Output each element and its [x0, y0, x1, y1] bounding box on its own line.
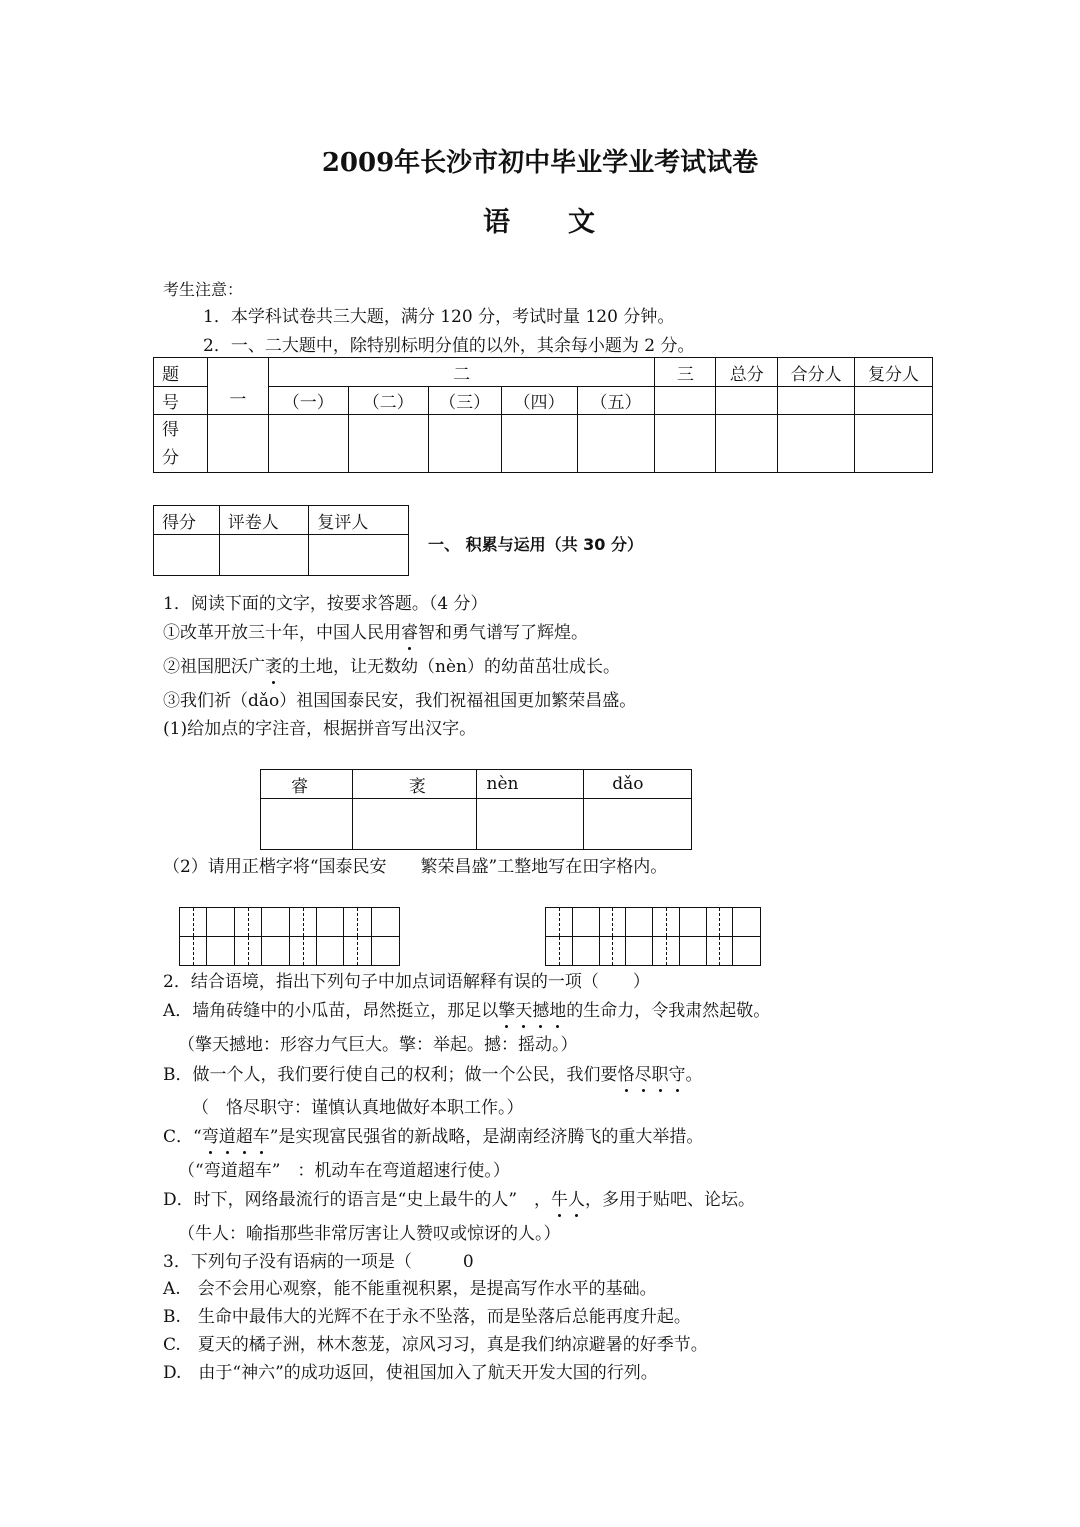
pinyin-head-1: 睿: [261, 770, 353, 799]
q1-sentence-2: [163, 656, 620, 678]
q3-option-c: C. 夏天的橘子洲，林木葱茏，凉风习习，真是我们纳凉避暑的好季节。: [163, 1335, 708, 1355]
score-cell[interactable]: [348, 415, 428, 473]
score-cell[interactable]: [655, 415, 716, 473]
grader-cell[interactable]: [219, 535, 309, 576]
dotted-char: 牛: [551, 1190, 569, 1210]
q1-stem: 1．阅读下面的文字，按要求答题。（4 分）: [163, 594, 488, 614]
tianzige-grid-left[interactable]: [179, 907, 400, 966]
q2-option-c: [163, 1126, 703, 1148]
q3-stem: 3．下列句子没有语病的一项是（ 0: [163, 1252, 474, 1272]
dotted-char: 擎: [498, 1001, 516, 1021]
subject-title: [0, 200, 1080, 239]
sub-col-5: （五）: [577, 387, 655, 415]
score-cell[interactable]: [778, 415, 855, 473]
sub-col-2: （二）: [348, 387, 428, 415]
answer-cell[interactable]: [476, 799, 584, 850]
col-total: 总分: [716, 358, 778, 387]
q1-sub-1: (1)给加点的字注音，根据拼音写出汉字。: [163, 719, 477, 739]
q1-s2-post: 的土地，让无数幼（nèn）的幼苗茁壮成长。: [282, 657, 620, 677]
score-table: [153, 357, 933, 473]
dotted-char: 职: [651, 1065, 669, 1085]
dotted-char: 地: [549, 1001, 567, 1021]
subject-char-2: 文: [568, 207, 597, 238]
notice-item-2: 2．一、二大题中，除特别标明分值的以外，其余每小题为 2 分。: [203, 336, 695, 356]
subject-char-1: 语: [483, 207, 512, 238]
q2-a-pre: A．墙角砖缝中的小瓜苗，昂然挺立，那足以: [163, 1001, 499, 1021]
dotted-char: 恪: [617, 1065, 635, 1085]
dotted-char: 天: [515, 1001, 533, 1021]
col-one: 一: [207, 358, 268, 415]
notice-heading: 考生注意：: [163, 280, 244, 299]
dotted-char: 守: [668, 1065, 686, 1085]
q2-stem: 2．结合语境，指出下列句子中加点词语解释有误的一项（ ）: [163, 972, 650, 992]
dotted-char: 车: [252, 1127, 270, 1147]
q3-option-b: B. 生命中最伟大的光辉不在于永不坠落，而是坠落后总能再度升起。: [163, 1307, 691, 1327]
col-two: 二: [268, 358, 655, 387]
q2-d-post: ，多用于贴吧、论坛。: [585, 1190, 756, 1210]
dotted-char: 袤: [265, 657, 282, 677]
q2-b-pre: B．做一个人，我们要行使自己的权利；做一个公民，我们要: [163, 1065, 618, 1085]
grader-cell[interactable]: [309, 535, 409, 576]
dotted-char: 尽: [634, 1065, 652, 1085]
answer-cell[interactable]: [584, 799, 692, 850]
tianzige-grid-right[interactable]: [545, 907, 761, 966]
q2-option-a: [163, 1000, 770, 1022]
q3-option-a: A. 会不会用心观察，能不能重视积累，是提高写作水平的基础。: [163, 1279, 657, 1299]
q1-s1-pre: ①改革开放三十年，中国人民用: [163, 623, 401, 643]
grader-table: [153, 505, 409, 576]
q2-a-post: 的生命力，令我肃然起敬。: [566, 1001, 771, 1021]
blank-checker: [855, 387, 933, 415]
grader-score: 得分: [154, 506, 220, 535]
blank-three: [655, 387, 716, 415]
col-checker: 复分人: [855, 358, 933, 387]
label-fen: 分: [162, 447, 179, 468]
answer-cell[interactable]: [352, 799, 476, 850]
dotted-char: 道: [218, 1127, 236, 1147]
blank-adder: [778, 387, 855, 415]
label-ti: 题: [154, 358, 208, 387]
answer-cell[interactable]: [261, 799, 353, 850]
dotted-char: 弯: [201, 1127, 219, 1147]
score-cell[interactable]: [577, 415, 655, 473]
sub-col-3: （三）: [428, 387, 501, 415]
exam-title: 2009年长沙市初中毕业学业考试试卷: [321, 148, 759, 178]
q2-d-pre: D．时下，网络最流行的语言是“史上最牛的人” ，: [163, 1190, 552, 1210]
pinyin-head-2: 袤: [352, 770, 476, 799]
q1-sentence-1: [163, 622, 588, 644]
sub-col-4: （四）: [501, 387, 577, 415]
q2-d-note: （牛人：喻指那些非常厉害让人赞叹或惊讶的人。）: [178, 1224, 561, 1244]
q2-c-post: ”是实现富民强省的新战略，是湖南经济腾飞的重大举措。: [269, 1127, 704, 1147]
q2-option-b: [163, 1064, 703, 1086]
label-de: 得: [162, 419, 179, 440]
score-cell[interactable]: [268, 415, 348, 473]
section-1-title: 一、 积累与运用（共 30 分）: [428, 535, 643, 554]
col-three: 三: [655, 358, 716, 387]
dotted-char: 睿: [401, 623, 418, 643]
score-cell[interactable]: [855, 415, 933, 473]
pinyin-head-4: dǎo: [584, 770, 692, 799]
score-cell[interactable]: [428, 415, 501, 473]
col-adder: 合分人: [778, 358, 855, 387]
q2-b-note: （ 恪尽职守：谨慎认真地做好本职工作。）: [192, 1098, 524, 1118]
sub-col-1: （一）: [268, 387, 348, 415]
label-hao: 号: [154, 387, 208, 415]
grader-rechecker: 复评人: [309, 506, 409, 535]
q3-option-d: D. 由于“神六”的成功返回，使祖国加入了航天开发大国的行列。: [163, 1363, 658, 1383]
q1-sentence-3: ③我们祈（dǎo）祖国国泰民安，我们祝福祖国更加繁荣昌盛。: [163, 691, 637, 711]
dotted-char: 超: [235, 1127, 253, 1147]
grader-reviewer: 评卷人: [219, 506, 309, 535]
label-defen: [154, 415, 208, 473]
q2-option-d: [163, 1189, 755, 1211]
q1-s1-post: 智和勇气谱写了辉煌。: [418, 623, 588, 643]
score-cell[interactable]: [716, 415, 778, 473]
score-cell[interactable]: [207, 415, 268, 473]
notice-item-1: 1．本学科试卷共三大题，满分 120 分，考试时量 120 分钟。: [203, 307, 675, 327]
q2-b-post: 。: [685, 1065, 703, 1085]
dotted-char: 撼: [532, 1001, 550, 1021]
pinyin-table: [260, 769, 692, 850]
blank-total: [716, 387, 778, 415]
q1-s2-pre: ②祖国肥沃广: [163, 657, 265, 677]
pinyin-head-3: nèn: [476, 770, 584, 799]
q1-sub-2: （2）请用正楷字将“国泰民安 繁荣昌盛”工整地写在田字格内。: [163, 857, 668, 877]
score-cell[interactable]: [501, 415, 577, 473]
grader-cell[interactable]: [154, 535, 220, 576]
dotted-char: 人: [568, 1190, 586, 1210]
q2-c-note: （“弯道超车” ：机动车在弯道超速行使。）: [178, 1161, 510, 1181]
q2-a-note: （擎天撼地：形容力气巨大。擎：举起。撼：摇动。）: [178, 1035, 578, 1055]
q2-c-pre: C．“: [163, 1127, 202, 1147]
